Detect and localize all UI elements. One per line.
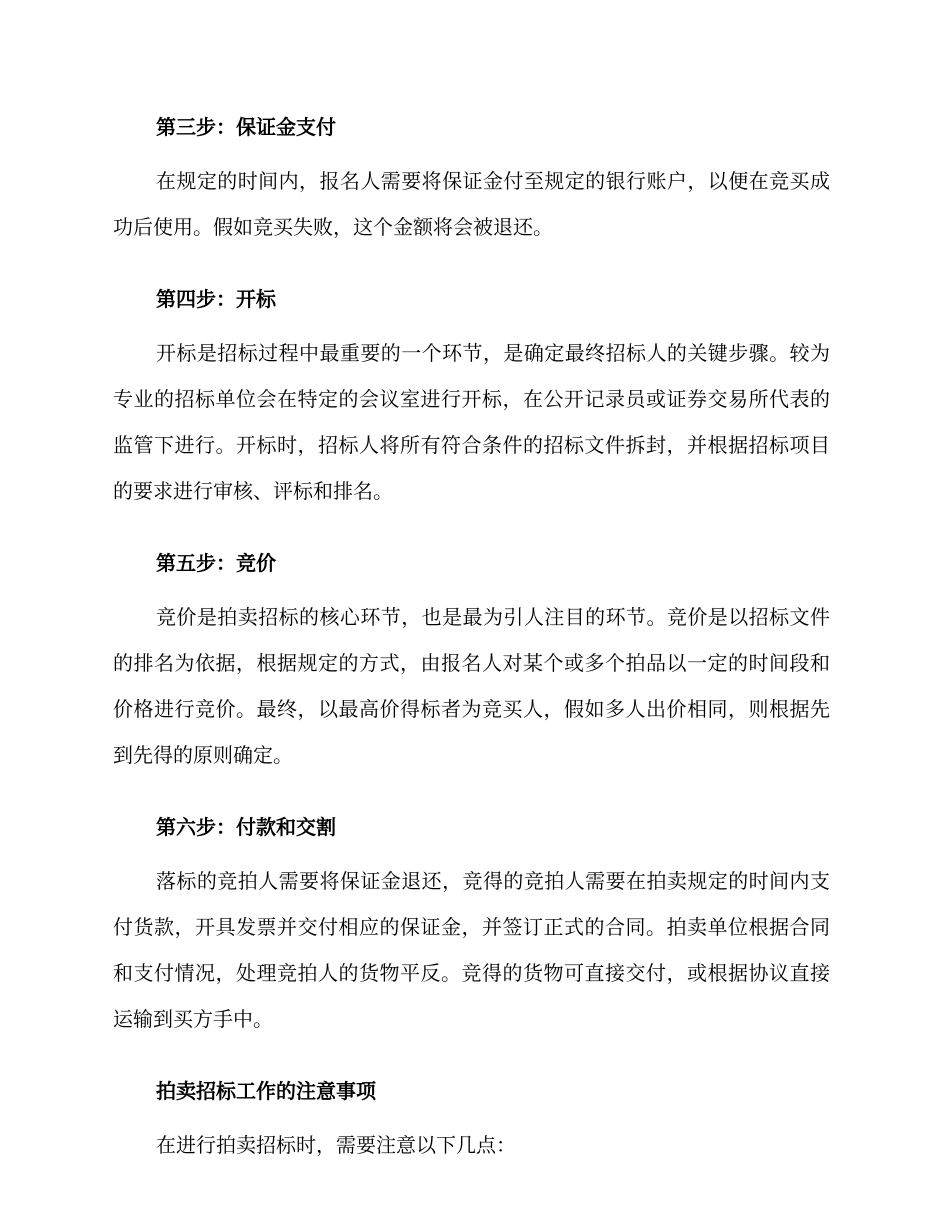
section-paragraph-step6: 落标的竞拍人需要将保证金退还，竞得的竞拍人需要在拍卖规定的时间内支付货款，开具发票并交付相应的保证金，并签订正式的合同。拍卖单位根据合同和支付情况，处理竞拍人的货物平反。竞得的货物可直接交付，或根据协议直接运输到买方手中。: [113, 869, 830, 1031]
section-paragraph-step4: 开标是招标过程中最重要的一个环节，是确定最终招标人的关键步骤。较为专业的招标单位会在特定的会议室进行开标，在公开记录员或证券交易所代表的监管下进行。开标时，招标人将所有符合条件的招标文件拆封，并根据招标项目的要求进行审核、评标和排名。: [113, 341, 830, 503]
section-paragraph-step5: 竞价是拍卖招标的核心环节，也是最为引人注目的环节。竞价是以招标文件的排名为依据，根据规定的方式，由报名人对某个或多个拍品以一定的时间段和价格进行竞价。最终，以最高价得标者为竞买人，假如多人出价相同，则根据先到先得的原则确定。: [113, 605, 830, 767]
section-heading-notes: 拍卖招标工作的注意事项: [156, 1079, 376, 1103]
section-paragraph-notes: 在进行拍卖招标时，需要注意以下几点：: [156, 1133, 516, 1157]
section-paragraph-step3: 在规定的时间内，报名人需要将保证金付至规定的银行账户，以便在竞买成功后使用。假如竞买失败，这个金额将会被退还。: [113, 169, 830, 239]
section-heading-step4: 第四步：开标: [156, 287, 276, 311]
section-heading-step3: 第三步：保证金支付: [156, 115, 336, 139]
section-heading-step5: 第五步：竞价: [156, 551, 276, 575]
section-heading-step6: 第六步：付款和交割: [156, 815, 336, 839]
